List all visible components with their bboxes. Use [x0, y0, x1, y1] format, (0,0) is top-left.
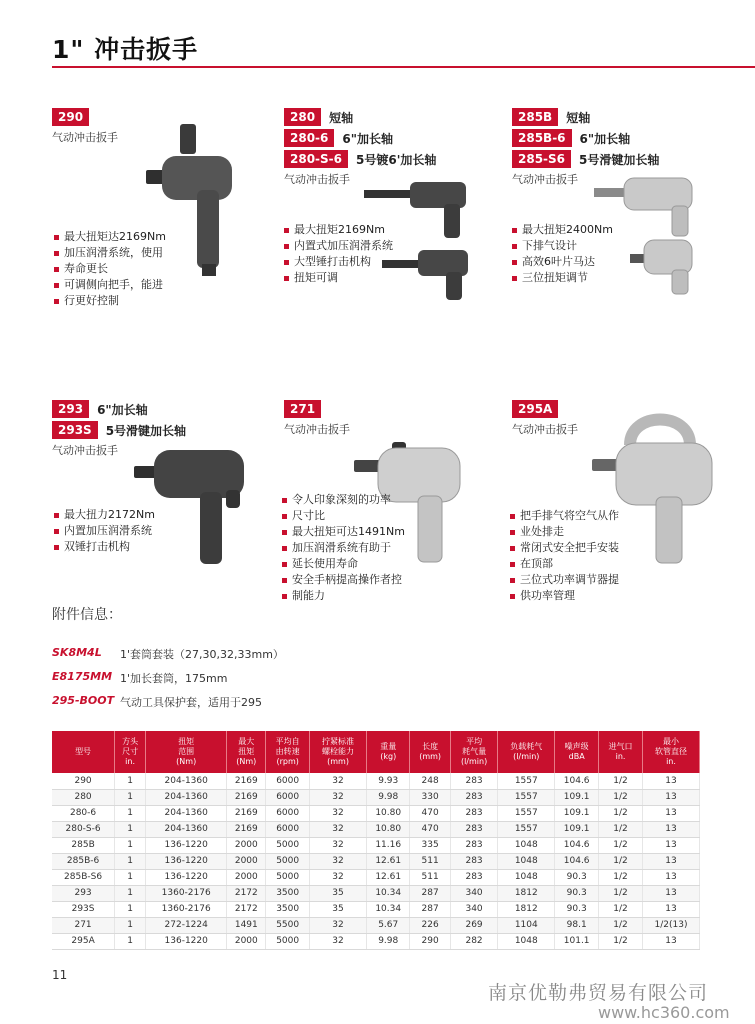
spec-header-cell: [642, 731, 699, 773]
spec-header-line: 尺寸: [122, 747, 139, 756]
table-cell: 90.3: [555, 885, 599, 901]
spec-header-line: 由转速: [275, 747, 300, 756]
table-cell: 1360-2176: [146, 901, 227, 917]
table-cell: 1: [115, 917, 146, 933]
table-cell: 285B-6: [52, 853, 115, 869]
feature-item: 常闭式安全把手安装: [510, 540, 619, 556]
accessory-desc: 1'套筒套装（27,30,32,33mm）: [120, 648, 284, 661]
table-cell: 287: [410, 901, 450, 917]
table-cell: 13: [642, 885, 699, 901]
table-cell: 9.98: [366, 933, 410, 949]
table-cell: 104.6: [555, 773, 599, 789]
table-cell: 5000: [266, 837, 310, 853]
table-cell: 104.6: [555, 853, 599, 869]
product-290: [52, 108, 118, 145]
spec-header-line: 螺栓能力: [322, 747, 355, 756]
table-cell: 101.1: [555, 933, 599, 949]
feature-list-293: [54, 507, 155, 555]
table-cell: 295A: [52, 933, 115, 949]
spec-header-line: 软管直径: [654, 747, 687, 756]
table-cell: 5000: [266, 869, 310, 885]
table-cell: 6000: [266, 773, 310, 789]
spec-header-line: in.: [666, 757, 676, 766]
table-cell: 1: [115, 869, 146, 885]
table-cell: 1360-2176: [146, 885, 227, 901]
table-cell: 1: [115, 933, 146, 949]
product-subtitle: 气动冲击扳手: [512, 173, 578, 186]
table-cell: 35: [310, 885, 367, 901]
table-cell: 280-6: [52, 805, 115, 821]
table-cell: 32: [310, 773, 367, 789]
feature-list-295a: [510, 508, 619, 604]
spec-header-line: (Nm): [236, 757, 257, 766]
table-cell: 248: [410, 773, 450, 789]
table-cell: 340: [450, 885, 498, 901]
table-cell: 32: [310, 917, 367, 933]
table-cell: 1: [115, 837, 146, 853]
table-cell: 290: [410, 933, 450, 949]
table-cell: 283: [450, 789, 498, 805]
table-cell: 1: [115, 901, 146, 917]
table-cell: 1557: [498, 773, 555, 789]
spec-header-line: in.: [615, 752, 626, 761]
table-cell: 1048: [498, 933, 555, 949]
table-cell: 1048: [498, 853, 555, 869]
feature-item: 内置式加压润滑系统: [284, 238, 393, 254]
table-cell: 1/2: [599, 853, 643, 869]
table-cell: 2169: [227, 789, 266, 805]
table-cell: 3500: [266, 885, 310, 901]
model-label: 短轴: [329, 110, 354, 125]
feature-item: 最大扭矩达2169Nm: [54, 229, 166, 245]
table-cell: 1/2: [599, 773, 643, 789]
table-cell: 1: [115, 789, 146, 805]
product-280: [284, 108, 436, 187]
spec-header-cell: [366, 731, 410, 773]
table-cell: 1/2: [599, 837, 643, 853]
model-label: 6"加长轴: [342, 131, 393, 146]
table-cell: 290: [52, 773, 115, 789]
feature-item: 把手排气将空气从作: [510, 508, 619, 524]
product-271: [284, 400, 350, 437]
accessory-item: [52, 670, 227, 686]
table-cell: 2169: [227, 805, 266, 821]
feature-item: 延长使用寿命: [282, 556, 405, 572]
table-row: [52, 837, 700, 853]
table-cell: 13: [642, 789, 699, 805]
feature-list-285b: [512, 222, 613, 286]
spec-header-cell: [266, 731, 310, 773]
spec-header-line: 扭矩: [178, 737, 195, 746]
table-cell: 272-1224: [146, 917, 227, 933]
accessory-code: SK8M4L: [52, 646, 102, 659]
table-cell: 1/2: [599, 821, 643, 837]
feature-item: 最大扭力2172Nm: [54, 507, 155, 523]
table-cell: 2000: [227, 933, 266, 949]
spec-header-cell: [410, 731, 450, 773]
feature-item: 内置加压润滑系统: [54, 523, 155, 539]
spec-header-line: dBA: [568, 752, 585, 761]
table-cell: 13: [642, 869, 699, 885]
model-code: 293: [52, 400, 89, 418]
table-cell: 13: [642, 773, 699, 789]
table-cell: 1/2: [599, 789, 643, 805]
spec-header-line: 平均自: [275, 737, 300, 746]
table-cell: 9.98: [366, 789, 410, 805]
spec-header-line: 方头: [122, 737, 139, 746]
table-cell: 330: [410, 789, 450, 805]
table-cell: 1812: [498, 885, 555, 901]
product-subtitle: 气动冲击扳手: [284, 423, 350, 436]
table-cell: 1557: [498, 821, 555, 837]
table-cell: 1/2: [599, 933, 643, 949]
table-row: [52, 869, 700, 885]
table-cell: 32: [310, 933, 367, 949]
feature-item: 最大扭矩可达1491Nm: [282, 524, 405, 540]
spec-header-line: 噪声级: [564, 742, 589, 751]
spec-header-line: 重量: [380, 742, 397, 751]
table-row: [52, 885, 700, 901]
table-cell: 10.34: [366, 901, 410, 917]
feature-item: 高效6叶片马达: [512, 254, 613, 270]
spec-header-cell: [599, 731, 643, 773]
table-cell: 13: [642, 901, 699, 917]
feature-item: 安全手柄提高操作者控: [282, 572, 405, 588]
feature-item: 寿命更长: [54, 261, 166, 277]
page-title: 1" 冲击扳手: [52, 35, 199, 64]
table-cell: 1557: [498, 805, 555, 821]
table-cell: 283: [450, 869, 498, 885]
spec-header-cell: [52, 731, 115, 773]
table-cell: 32: [310, 789, 367, 805]
table-cell: 5000: [266, 853, 310, 869]
spec-header-line: 型号: [75, 747, 92, 756]
table-cell: 3500: [266, 901, 310, 917]
table-row: [52, 773, 700, 789]
feature-item: 加压润滑系统有助于: [282, 540, 405, 556]
spec-header-line: (Nm): [176, 757, 197, 766]
table-cell: 1/2(13): [642, 917, 699, 933]
spec-header-cell: [227, 731, 266, 773]
table-cell: 109.1: [555, 805, 599, 821]
table-cell: 32: [310, 805, 367, 821]
spec-table-header: [52, 731, 700, 773]
table-cell: 204-1360: [146, 789, 227, 805]
product-295a: [512, 400, 578, 437]
table-cell: 13: [642, 821, 699, 837]
table-cell: 2000: [227, 853, 266, 869]
spec-header-line: 耗气量: [462, 747, 487, 756]
table-cell: 293: [52, 885, 115, 901]
table-cell: 32: [310, 853, 367, 869]
accessory-desc: 1'加长套筒，175mm: [120, 672, 228, 685]
table-cell: 269: [450, 917, 498, 933]
model-code: 271: [284, 400, 321, 418]
accessory-desc: 气动工具保护套，适用于295: [120, 696, 262, 709]
table-cell: 2172: [227, 885, 266, 901]
model-code: 280: [284, 108, 321, 126]
table-cell: 1491: [227, 917, 266, 933]
accessory-code: 295-BOOT: [52, 694, 115, 707]
feature-item: 供功率管理: [510, 588, 619, 604]
table-cell: 1: [115, 805, 146, 821]
spec-header-line: (mm): [419, 752, 442, 761]
table-cell: 283: [450, 773, 498, 789]
spec-table: [52, 731, 700, 950]
model-code: 280-6: [284, 129, 334, 147]
table-cell: 2169: [227, 821, 266, 837]
feature-item: 三位扭矩调节: [512, 270, 613, 286]
table-cell: 13: [642, 853, 699, 869]
table-cell: 1812: [498, 901, 555, 917]
table-cell: 2172: [227, 901, 266, 917]
table-cell: 2169: [227, 773, 266, 789]
table-cell: 6000: [266, 789, 310, 805]
spec-header-cell: [498, 731, 555, 773]
table-cell: 13: [642, 805, 699, 821]
spec-header-line: (rpm): [276, 757, 299, 766]
feature-item: 下排气设计: [512, 238, 613, 254]
table-cell: 1: [115, 773, 146, 789]
table-cell: 6000: [266, 805, 310, 821]
feature-item: 双锤打击机构: [54, 539, 155, 555]
table-cell: 1104: [498, 917, 555, 933]
table-cell: 5500: [266, 917, 310, 933]
table-cell: 1/2: [599, 805, 643, 821]
table-row: [52, 901, 700, 917]
table-cell: 511: [410, 853, 450, 869]
table-cell: 136-1220: [146, 837, 227, 853]
table-cell: 90.3: [555, 869, 599, 885]
table-cell: 32: [310, 869, 367, 885]
model-code: 293S: [52, 421, 98, 439]
product-subtitle: 气动冲击扳手: [512, 423, 578, 436]
model-label: 6"加长轴: [97, 402, 148, 417]
table-cell: 226: [410, 917, 450, 933]
table-cell: 280-S-6: [52, 821, 115, 837]
spec-header-line: (l/min): [460, 757, 488, 766]
table-cell: 90.3: [555, 901, 599, 917]
table-cell: 340: [450, 901, 498, 917]
table-cell: 136-1220: [146, 869, 227, 885]
table-row: [52, 821, 700, 837]
table-cell: 109.1: [555, 789, 599, 805]
table-cell: 5.67: [366, 917, 410, 933]
table-cell: 285B: [52, 837, 115, 853]
table-cell: 280: [52, 789, 115, 805]
table-cell: 283: [450, 853, 498, 869]
table-row: [52, 805, 700, 821]
table-cell: 35: [310, 901, 367, 917]
spec-header-line: 进气口: [608, 742, 633, 751]
table-cell: 13: [642, 933, 699, 949]
product-subtitle: 气动冲击扳手: [52, 444, 118, 457]
table-row: [52, 917, 700, 933]
table-cell: 2000: [227, 837, 266, 853]
feature-list-290: [54, 229, 166, 309]
model-label: 短轴: [566, 110, 591, 125]
feature-item: 尺寸比: [282, 508, 405, 524]
feature-item: 令人印象深刻的功率: [282, 492, 405, 508]
model-code: 280-S-6: [284, 150, 348, 168]
feature-item: 制能力: [282, 588, 405, 604]
table-cell: 511: [410, 869, 450, 885]
table-cell: 10.80: [366, 805, 410, 821]
spec-header-line: 拧紧标准: [322, 737, 355, 746]
table-cell: 470: [410, 805, 450, 821]
table-cell: 1: [115, 821, 146, 837]
spec-header-cell: [555, 731, 599, 773]
watermark-company: 南京优勒弗贸易有限公司: [488, 982, 709, 1004]
accessories-heading: 附件信息：: [52, 607, 122, 623]
table-cell: 293S: [52, 901, 115, 917]
table-cell: 283: [450, 805, 498, 821]
table-cell: 11.16: [366, 837, 410, 853]
table-cell: 109.1: [555, 821, 599, 837]
feature-item: 业处排走: [510, 524, 619, 540]
feature-item: 在顶部: [510, 556, 619, 572]
spec-header-line: (l/min): [513, 752, 540, 761]
model-label: 6"加长轴: [579, 131, 631, 146]
watermark-url: www.hc360.com: [598, 1003, 730, 1022]
table-cell: 32: [310, 821, 367, 837]
table-cell: 204-1360: [146, 773, 227, 789]
table-cell: 285B-S6: [52, 869, 115, 885]
product-subtitle: 气动冲击扳手: [284, 173, 350, 186]
table-cell: 283: [450, 837, 498, 853]
spec-header-cell: [310, 731, 367, 773]
table-cell: 283: [450, 821, 498, 837]
feature-item: 加压润滑系统，使用: [54, 245, 166, 261]
spec-header-line: 平均: [466, 737, 483, 746]
table-cell: 5000: [266, 933, 310, 949]
table-cell: 1048: [498, 837, 555, 853]
spec-header-line: 最小: [662, 737, 679, 746]
table-cell: 1/2: [599, 869, 643, 885]
table-cell: 1: [115, 885, 146, 901]
feature-list-280: [284, 222, 393, 286]
spec-header-cell: [146, 731, 227, 773]
spec-header-line: 扭矩: [238, 747, 255, 756]
table-cell: 1/2: [599, 917, 643, 933]
accessory-item: [52, 646, 284, 662]
title-rule: [52, 66, 755, 68]
feature-item: 大型锤打击机构: [284, 254, 393, 270]
spec-header-line: 负载耗气: [510, 742, 543, 751]
spec-header-line: (mm): [327, 757, 349, 766]
page-number: 11: [52, 968, 68, 982]
table-cell: 287: [410, 885, 450, 901]
table-cell: 12.61: [366, 869, 410, 885]
spec-header-line: (kg): [380, 752, 397, 761]
feature-item: 可调侧向把手，能进: [54, 277, 166, 293]
table-cell: 1/2: [599, 901, 643, 917]
model-label: 5号滑键加长轴: [105, 423, 187, 438]
table-cell: 1: [115, 853, 146, 869]
table-cell: 204-1360: [146, 805, 227, 821]
spec-header-cell: [115, 731, 146, 773]
model-label: 5号滑键加长轴: [579, 152, 660, 167]
table-cell: 136-1220: [146, 933, 227, 949]
table-cell: 2000: [227, 869, 266, 885]
table-row: [52, 933, 700, 949]
spec-header-line: 范围: [178, 747, 195, 756]
spec-header-line: 最大: [238, 737, 255, 746]
table-cell: 271: [52, 917, 115, 933]
table-cell: 12.61: [366, 853, 410, 869]
model-code: 285B: [512, 108, 558, 126]
table-cell: 1557: [498, 789, 555, 805]
table-cell: 1/2: [599, 885, 643, 901]
model-code: 295A: [512, 400, 558, 418]
table-cell: 13: [642, 837, 699, 853]
accessory-item: [52, 694, 262, 710]
model-code: 285B-6: [512, 129, 572, 147]
table-cell: 136-1220: [146, 853, 227, 869]
table-cell: 32: [310, 837, 367, 853]
table-cell: 98.1: [555, 917, 599, 933]
feature-item: 最大扭矩2169Nm: [284, 222, 393, 238]
accessory-code: E8175MM: [52, 670, 113, 683]
table-cell: 6000: [266, 821, 310, 837]
table-cell: 10.80: [366, 821, 410, 837]
spec-header-cell: [450, 731, 498, 773]
table-cell: 335: [410, 837, 450, 853]
table-cell: 104.6: [555, 837, 599, 853]
table-cell: 470: [410, 821, 450, 837]
table-row: [52, 853, 700, 869]
feature-item: 三位式功率调节器提: [510, 572, 619, 588]
product-subtitle: 气动冲击扳手: [52, 131, 118, 144]
table-cell: 204-1360: [146, 821, 227, 837]
spec-header-line: in.: [125, 757, 135, 766]
model-label: 5号镀6'加长轴: [356, 152, 437, 167]
feature-list-271: [282, 492, 405, 604]
table-cell: 9.93: [366, 773, 410, 789]
table-cell: 10.34: [366, 885, 410, 901]
feature-item: 扭矩可调: [284, 270, 393, 286]
table-cell: 282: [450, 933, 498, 949]
spec-header-line: 长度: [422, 742, 439, 751]
feature-item: 行更好控制: [54, 293, 166, 309]
model-code: 285-S6: [512, 150, 571, 168]
model-code: 290: [52, 108, 89, 126]
feature-item: 最大扭矩2400Nm: [512, 222, 613, 238]
table-cell: 1048: [498, 869, 555, 885]
table-row: [52, 789, 700, 805]
